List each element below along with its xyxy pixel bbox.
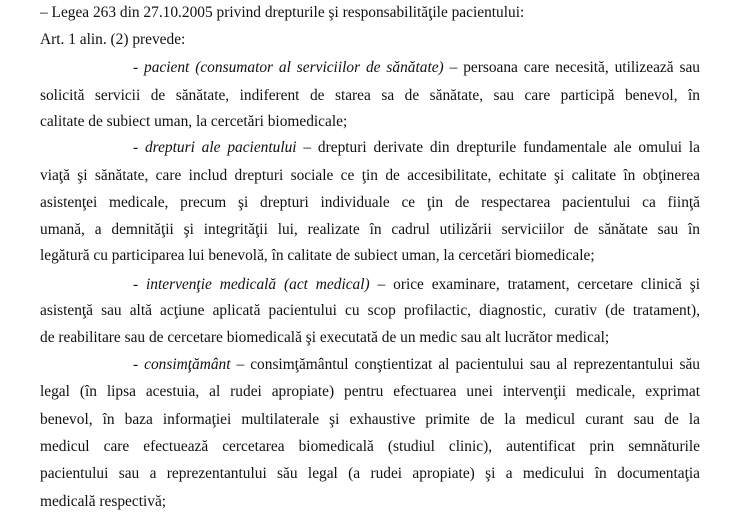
definition-consimtamant-line-5: pacientului sau a reprezentantului său legal (a rudei apropiate) şi a medicului în documentaţia [40, 465, 700, 482]
definition-text: – consimţământul conştientizat al pacientului sau al reprezentantului său [230, 356, 701, 373]
definition-consimtamant-line-6: medicală respectivă; [40, 493, 167, 510]
definition-consimtamant-line-2: legal (în lipsa acestuia, al rudei apropiate) pentru efectuarea unei intervenţii medicale, exprimat [40, 383, 700, 400]
law-heading: – Legea 263 din 27.10.2005 privind drepturile şi responsabilităţile pacientului: [40, 4, 525, 21]
definition-consimtamant-line-3: benevol, în baza informaţiei multilaterale şi exhaustive primite de la medicul curant sau de la [40, 411, 700, 428]
definition-drepturi-line-5: legătură cu participarea lui benevolă, în calitate de subiect uman, la cercetări biomedicale; [40, 247, 595, 264]
term-interventie: - intervenţie medicală (act medical) [133, 276, 370, 293]
definition-pacient-line-1 [133, 58, 700, 78]
definition-text: – orice examinare, tratament, cercetare clinică şi [369, 276, 700, 293]
article-reference: Art. 1 alin. (2) prevede: [40, 31, 186, 48]
definition-interventie-line-3: de reabilitare sau de cercetare biomedicală şi executată de un medic sau alt lucrător medical; [40, 329, 610, 346]
definition-drepturi-line-4: umană, a demnităţii şi integrităţii lui, realizate în cadrul utilizării serviciilor de sănătate sau în [40, 221, 700, 238]
definition-drepturi-line-3: asistenţei medicale, precum şi drepturi individuale ce ţin de respectarea pacientului ca fiinţă [40, 194, 700, 211]
term-drepturi: - drepturi ale pacientului [133, 139, 297, 156]
definition-pacient-line-2: solicită servicii de sănătate, indiferent de starea sa de sănătate, sau care participă benevol, în [40, 87, 700, 104]
definition-consimtamant-line-1 [133, 355, 700, 375]
term-consimtamant: - consimţământ [133, 356, 231, 373]
definition-drepturi-line-1 [133, 138, 700, 158]
definition-drepturi-line-2: viaţă şi sănătate, care includ drepturi sociale ce ţin de accesibilitate, echitate şi calitate în obţinerea [40, 167, 700, 184]
definition-interventie-line-2: asistenţă sau altă acţiune aplicată pacientului cu scop profilactic, diagnostic, curativ (de tratament), [40, 302, 700, 319]
definition-consimtamant-line-4: medicul care efectuează cercetarea biomedicală (studiul clinic), autentificat prin semnăturile [40, 438, 700, 455]
definition-text: – persoana care necesită, utilizează sau [443, 59, 700, 76]
definition-interventie-line-1 [133, 275, 700, 295]
term-pacient: - pacient (consumator al serviciilor de sănătate) [133, 59, 444, 76]
definition-pacient-line-3: calitate de subiect uman, la cercetări biomedicale; [40, 113, 348, 130]
definition-text: – drepturi derivate din drepturile fundamentale ale omului la [296, 139, 700, 156]
